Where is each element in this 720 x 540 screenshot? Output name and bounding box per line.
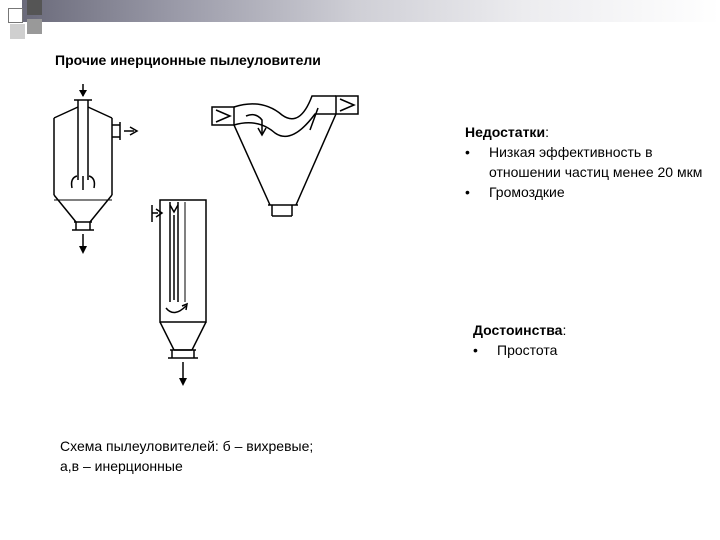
heading-colon: : [545,124,549,140]
advantages-heading [473,320,693,340]
list-item [473,340,693,360]
slide-title: Прочие инерционные пылеуловители [55,52,321,68]
list-item [465,182,705,202]
disadvantages-heading-text: Недостатки [465,124,546,140]
advantages-block [473,320,693,360]
separator-c [152,200,206,386]
bullet-icon: • [465,144,470,160]
advantages-list [473,340,693,360]
bullet-icon: • [473,342,478,358]
disadvantages-heading [465,122,705,142]
separator-a [54,84,137,254]
list-item-text: Простота [497,342,558,358]
list-item-text: Громоздкие [489,184,565,200]
advantages-heading-text: Достоинства [473,322,563,338]
diagram-caption [60,436,420,476]
list-item-text: Низкая эффективность в отношении частиц менее 20 мкм [489,144,703,180]
separator-b [212,96,358,216]
disadvantages-list [465,142,705,202]
heading-colon: : [562,322,567,338]
bullet-icon: • [465,184,470,200]
disadvantages-block [465,122,705,202]
caption-line: а,в – инерционные [60,458,183,474]
list-item [465,142,705,182]
caption-line: Схема пылеуловителей: б – вихревые; [60,438,314,454]
